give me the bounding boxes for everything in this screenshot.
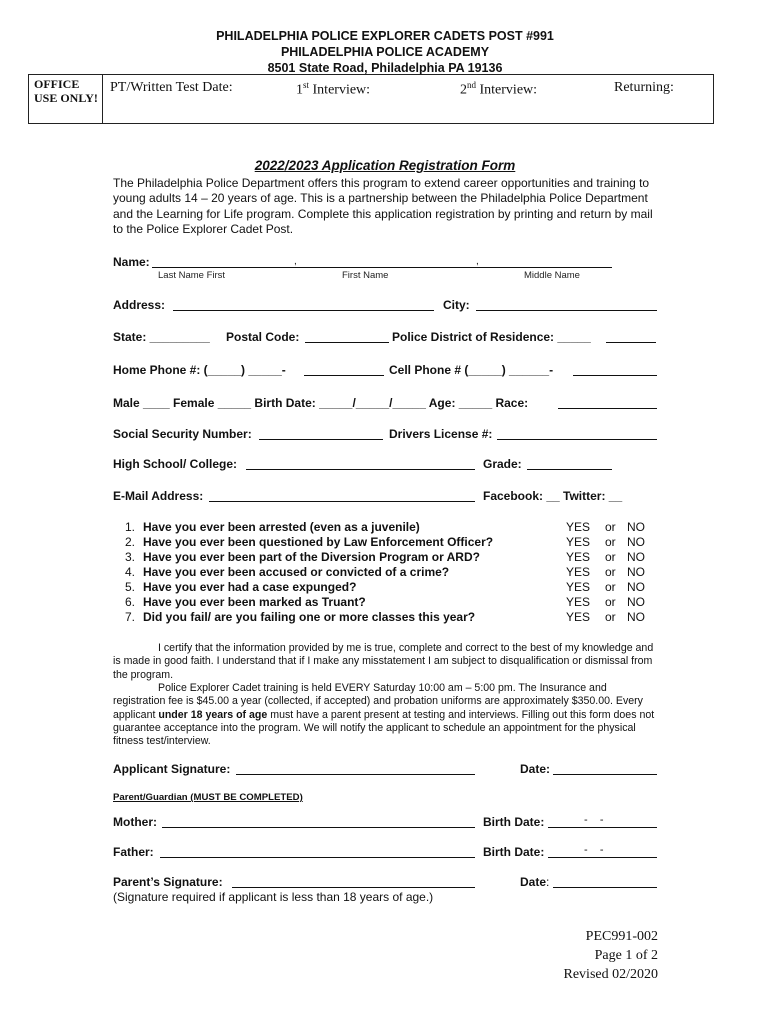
- second-interview-field: 2nd Interview:: [460, 80, 538, 98]
- form-code: PEC991-002: [585, 929, 658, 944]
- race-line[interactable]: [558, 408, 657, 409]
- question-item: 7. Did you fail/ are you failing one or more classes this year?: [124, 610, 476, 624]
- postal-code-line[interactable]: [305, 342, 389, 343]
- certification-paragraph: I certify that the information provided by me is true, complete and correct to the best of my knowledge and is made in good faith. I understand that if I make any misstatement I am subject to disqualification or dismissal from the program.: [113, 642, 654, 681]
- ssn-label: Social Security Number:: [113, 427, 252, 441]
- father-line[interactable]: [160, 857, 475, 858]
- father-birth-date-line[interactable]: [548, 857, 657, 858]
- applicant-signature-label: Applicant Signature:: [113, 762, 231, 776]
- name-label: Name:: [113, 255, 150, 269]
- middle-name-caption: Middle Name: [524, 270, 580, 281]
- name-comma-2: ,: [476, 256, 479, 267]
- question-answer[interactable]: YES or NO: [566, 520, 645, 534]
- parent-date-line[interactable]: [553, 887, 657, 888]
- mother-line[interactable]: [162, 827, 475, 828]
- ssn-line[interactable]: [259, 439, 383, 440]
- question-item: 3. Have you ever been part of the Diversion Program or ARD?: [124, 550, 480, 564]
- social-media-label: Facebook: __ Twitter: __: [483, 489, 623, 503]
- question-answer[interactable]: YES or NO: [566, 550, 645, 564]
- postal-code-label: Postal Code:: [226, 330, 300, 344]
- question-item: 1. Have you ever been arrested (even as a juvenile): [124, 520, 420, 534]
- father-birth-date-label: Birth Date:: [483, 845, 545, 859]
- question-answer[interactable]: YES or NO: [566, 535, 645, 549]
- city-label: City:: [443, 298, 470, 312]
- last-name-caption: Last Name First: [158, 270, 226, 281]
- page-number: Page 1 of 2: [594, 948, 658, 963]
- returning-field: Returning:: [614, 80, 674, 95]
- city-line[interactable]: [476, 310, 657, 311]
- mother-label: Mother:: [113, 815, 157, 829]
- mother-birth-date-label: Birth Date:: [483, 815, 545, 829]
- header-title: PHILADELPHIA POLICE EXPLORER CADETS POST #991: [216, 29, 554, 43]
- mother-birth-date-line[interactable]: [548, 827, 657, 828]
- parent-date-label: Date:: [520, 875, 550, 889]
- gender-birth-age-label: Male ____ Female _____ Birth Date: _____/_____/_____ Age: _____ Race:: [113, 396, 529, 410]
- home-phone-label: Home Phone #: (_____) _____-: [113, 363, 286, 377]
- question-answer[interactable]: YES or NO: [566, 565, 645, 579]
- cell-phone-line[interactable]: [573, 375, 657, 376]
- applicant-signature-line[interactable]: [236, 774, 475, 775]
- school-line[interactable]: [246, 469, 475, 470]
- name-comma-1: ,: [294, 256, 297, 267]
- question-item: 2. Have you ever been questioned by Law Enforcement Officer?: [124, 535, 494, 549]
- drivers-license-label: Drivers License #:: [389, 427, 493, 441]
- email-line[interactable]: [209, 501, 475, 502]
- question-answer[interactable]: YES or NO: [566, 595, 645, 609]
- question-answer[interactable]: YES or NO: [566, 580, 645, 594]
- question-item: 6. Have you ever been marked as Truant?: [124, 595, 366, 609]
- mother-birth-date-dashes: - -: [584, 814, 604, 826]
- name-line[interactable]: [152, 267, 612, 268]
- email-label: E-Mail Address:: [113, 489, 204, 503]
- parent-signature-label: Parent’s Signature:: [113, 875, 223, 889]
- father-birth-date-dashes: - -: [584, 844, 604, 856]
- drivers-license-line[interactable]: [497, 439, 657, 440]
- pt-test-date-field: PT/Written Test Date:: [110, 80, 233, 95]
- revision-date: Revised 02/2020: [563, 967, 658, 982]
- applicant-date-line[interactable]: [553, 774, 657, 775]
- father-label: Father:: [113, 845, 154, 859]
- form-title: 2022/2023 Application Registration Form: [254, 158, 516, 173]
- address-label: Address:: [113, 298, 166, 312]
- parent-signature-note: (Signature required if applicant is less than 18 years of age.): [113, 890, 434, 904]
- question-answer[interactable]: YES or NO: [566, 610, 645, 624]
- grade-label: Grade:: [483, 457, 522, 471]
- school-label: High School/ College:: [113, 457, 238, 471]
- training-info-paragraph: Police Explorer Cadet training is held EVERY Saturday 10:00 am – 5:00 pm. The Insurance and registration fee is $45.00 a year (collected, if accepted) and probation uniforms are approximately $350.00. Every applicant under 18 years of age must have a parent present at testing and interviews. Filling out this form does not guarantee acceptance into the program. We will notify the applicant to schedule an appointment for the physical fitness test/interview.: [113, 682, 655, 748]
- cell-phone-label: Cell Phone # (_____) ______-: [389, 363, 554, 377]
- address-line[interactable]: [173, 310, 434, 311]
- home-phone-line[interactable]: [304, 375, 384, 376]
- police-district-line[interactable]: [606, 342, 656, 343]
- first-name-caption: First Name: [342, 270, 389, 281]
- intro-paragraph: The Philadelphia Police Department offers this program to extend career opportunities and training to young adults 14 – 20 years of age. This is a partnership between the Philadelphia Police Department and the Learning for Life program. Complete this application registration by printing and return by mail to the Police Explorer Cadet Post.: [113, 176, 653, 236]
- applicant-date-label: Date:: [520, 762, 551, 776]
- parent-signature-line[interactable]: [232, 887, 475, 888]
- grade-line[interactable]: [527, 469, 612, 470]
- header-address: 8501 State Road, Philadelphia PA 19136: [267, 61, 503, 75]
- question-item: 5. Have you ever had a case expunged?: [124, 580, 357, 594]
- parent-guardian-header: Parent/Guardian (MUST BE COMPLETED): [113, 792, 303, 803]
- state-label: State: _________: [113, 330, 210, 344]
- office-use-label: OFFICE USE ONLY!: [28, 74, 103, 124]
- first-interview-field: 1st Interview:: [296, 80, 371, 98]
- header-subtitle: PHILADELPHIA POLICE ACADEMY: [280, 45, 490, 59]
- police-district-label: Police District of Residence: _____: [392, 330, 591, 344]
- question-item: 4. Have you ever been accused or convicted of a crime?: [124, 565, 450, 579]
